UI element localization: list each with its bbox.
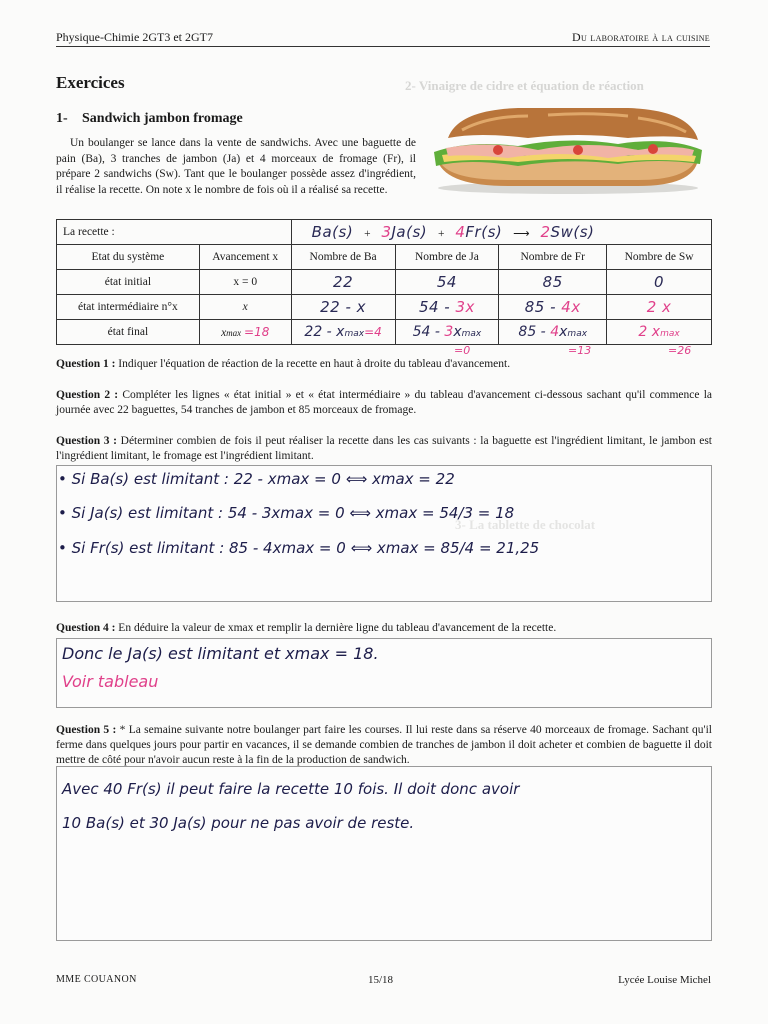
fr-cell: 85 - 4xmax	[499, 320, 607, 345]
ja-cell: 54	[395, 270, 499, 295]
table-row	[57, 320, 712, 345]
advancement-cell: xmax =18	[199, 320, 291, 345]
header-cell: Nombre de Sw	[607, 245, 712, 270]
answer-5-line-2: 10 Ba(s) et 30 Ja(s) pour ne pas avoir de reste.	[62, 814, 415, 832]
question-4: Question 4 : En déduire la valeur de xmax et remplir la dernière ligne du tableau d'avancement de la recette.	[56, 622, 557, 634]
question-2: Question 2 : Compléter les lignes « état initial » et « état intermédiaire » du tableau d'avancement ci-dessous sachant qu'il commence la journée avec 22 baguettes, 54 tranches de jambon et 85 morceaux de fromage.	[56, 389, 712, 416]
recipe-label: La recette :	[57, 220, 292, 245]
header-cell: Etat du système	[57, 245, 200, 270]
state-cell: état initial	[57, 270, 200, 295]
table-row-recipe	[57, 220, 712, 245]
header-cell: Avancement x	[199, 245, 291, 270]
question-1: Question 1 : Indiquer l'équation de réaction de la recette en haut à droite du tableau d'avancement.	[56, 358, 511, 370]
advancement-cell: x	[199, 295, 291, 320]
ba-cell: 22 - x	[291, 295, 395, 320]
fr-cell: 85	[499, 270, 607, 295]
advancement-cell: x = 0	[199, 270, 291, 295]
header-cell: Nombre de Ja	[395, 245, 499, 270]
header-chapter: Du laboratoire à la cuisine	[572, 30, 710, 44]
avancement-table	[56, 219, 712, 345]
header-cell: Nombre de Fr	[499, 245, 607, 270]
footer-teacher: MME COUANON	[56, 974, 137, 985]
answer-4-line-2: Voir tableau	[62, 672, 159, 691]
intro-paragraph: Un boulanger se lance dans la vente de sandwichs. Avec une baguette de pain (Ba), 3 tranches de jambon (Ja) et 4 morceaux de fromage (Fr), il prépare 2 sandwichs (Sw). Tant que le boulanger possède assez d'ingrédient, il réalise la recette. On note x le nombre de fois où il a réalisé sa recette.	[56, 137, 416, 196]
under-ja-value: =0	[454, 344, 471, 357]
ba-cell: 22 - xmax=4	[291, 320, 395, 345]
sw-cell: 0	[607, 270, 712, 295]
under-sw-value: =26	[668, 344, 692, 357]
question-3: Question 3 : Déterminer combien de fois il peut réaliser la recette dans les cas suivants : la baguette est l'ingrédient limitant, le jambon est l'ingrédient limitant, le fromage est l'ingrédient limitant.	[56, 435, 712, 462]
answer-3-line-2: • Si Ja(s) est limitant : 54 - 3xmax = 0 ⟺ xmax = 54/3 = 18	[58, 504, 515, 522]
answer-3-line-1: • Si Ba(s) est limitant : 22 - xmax = 0 ⟺ xmax = 22	[58, 470, 455, 488]
answer-4-line-1: Donc le Ja(s) est limitant et xmax = 18.	[62, 644, 379, 663]
bleed-through-section: 3- La tablette de chocolat	[455, 517, 596, 532]
page-number: 15/18	[368, 974, 394, 986]
answer-3-line-3: • Si Fr(s) est limitant : 85 - 4xmax = 0 ⟺ xmax = 85/4 = 21,25	[58, 539, 540, 557]
bleed-through-title: 2- Vinaigre de cidre et équation de réaction	[405, 78, 644, 93]
exercise-number: 1-	[56, 111, 68, 126]
question-5: Question 5 : * La semaine suivante notre boulanger part faire les courses. Il lui reste dans sa réserve 40 morceaux de fromage. Sachant qu'il ferme dans quelques jours pour partir en vacances, il se demande combien de tranches de jambon il doit acheter et combien de baguette il doit mettre de côté pour n'avoir aucun reste à la fin de la production de sandwich.	[56, 724, 712, 766]
under-fr-value: =13	[568, 344, 592, 357]
section-title: Exercices	[56, 73, 125, 92]
ba-cell: 22	[291, 270, 395, 295]
footer-school: Lycée Louise Michel	[618, 974, 711, 986]
sw-cell: 2 x	[607, 295, 712, 320]
table-row	[57, 270, 712, 295]
state-cell: état intermédiaire n°x	[57, 295, 200, 320]
header-cell: Nombre de Ba	[291, 245, 395, 270]
exercise-name: Sandwich jambon fromage	[82, 111, 243, 126]
answer-5-line-1: Avec 40 Fr(s) il peut faire la recette 10 fois. Il doit donc avoir	[62, 780, 520, 798]
table-row	[57, 295, 712, 320]
ja-cell: 54 - 3xmax	[395, 320, 499, 345]
ja-cell: 54 - 3x	[395, 295, 499, 320]
table-header-row	[57, 245, 712, 270]
exercise-title	[56, 111, 243, 127]
sandwich-image	[428, 100, 706, 196]
fr-cell: 85 - 4x	[499, 295, 607, 320]
state-cell: état final	[57, 320, 200, 345]
sw-cell: 2 xmax	[607, 320, 712, 345]
page-header	[56, 30, 710, 47]
header-course: Physique-Chimie 2GT3 et 2GT7	[56, 30, 213, 44]
reaction-equation: Ba(s) + 3Ja(s) + 4Fr(s) ⟶ 2Sw(s)	[291, 220, 711, 245]
